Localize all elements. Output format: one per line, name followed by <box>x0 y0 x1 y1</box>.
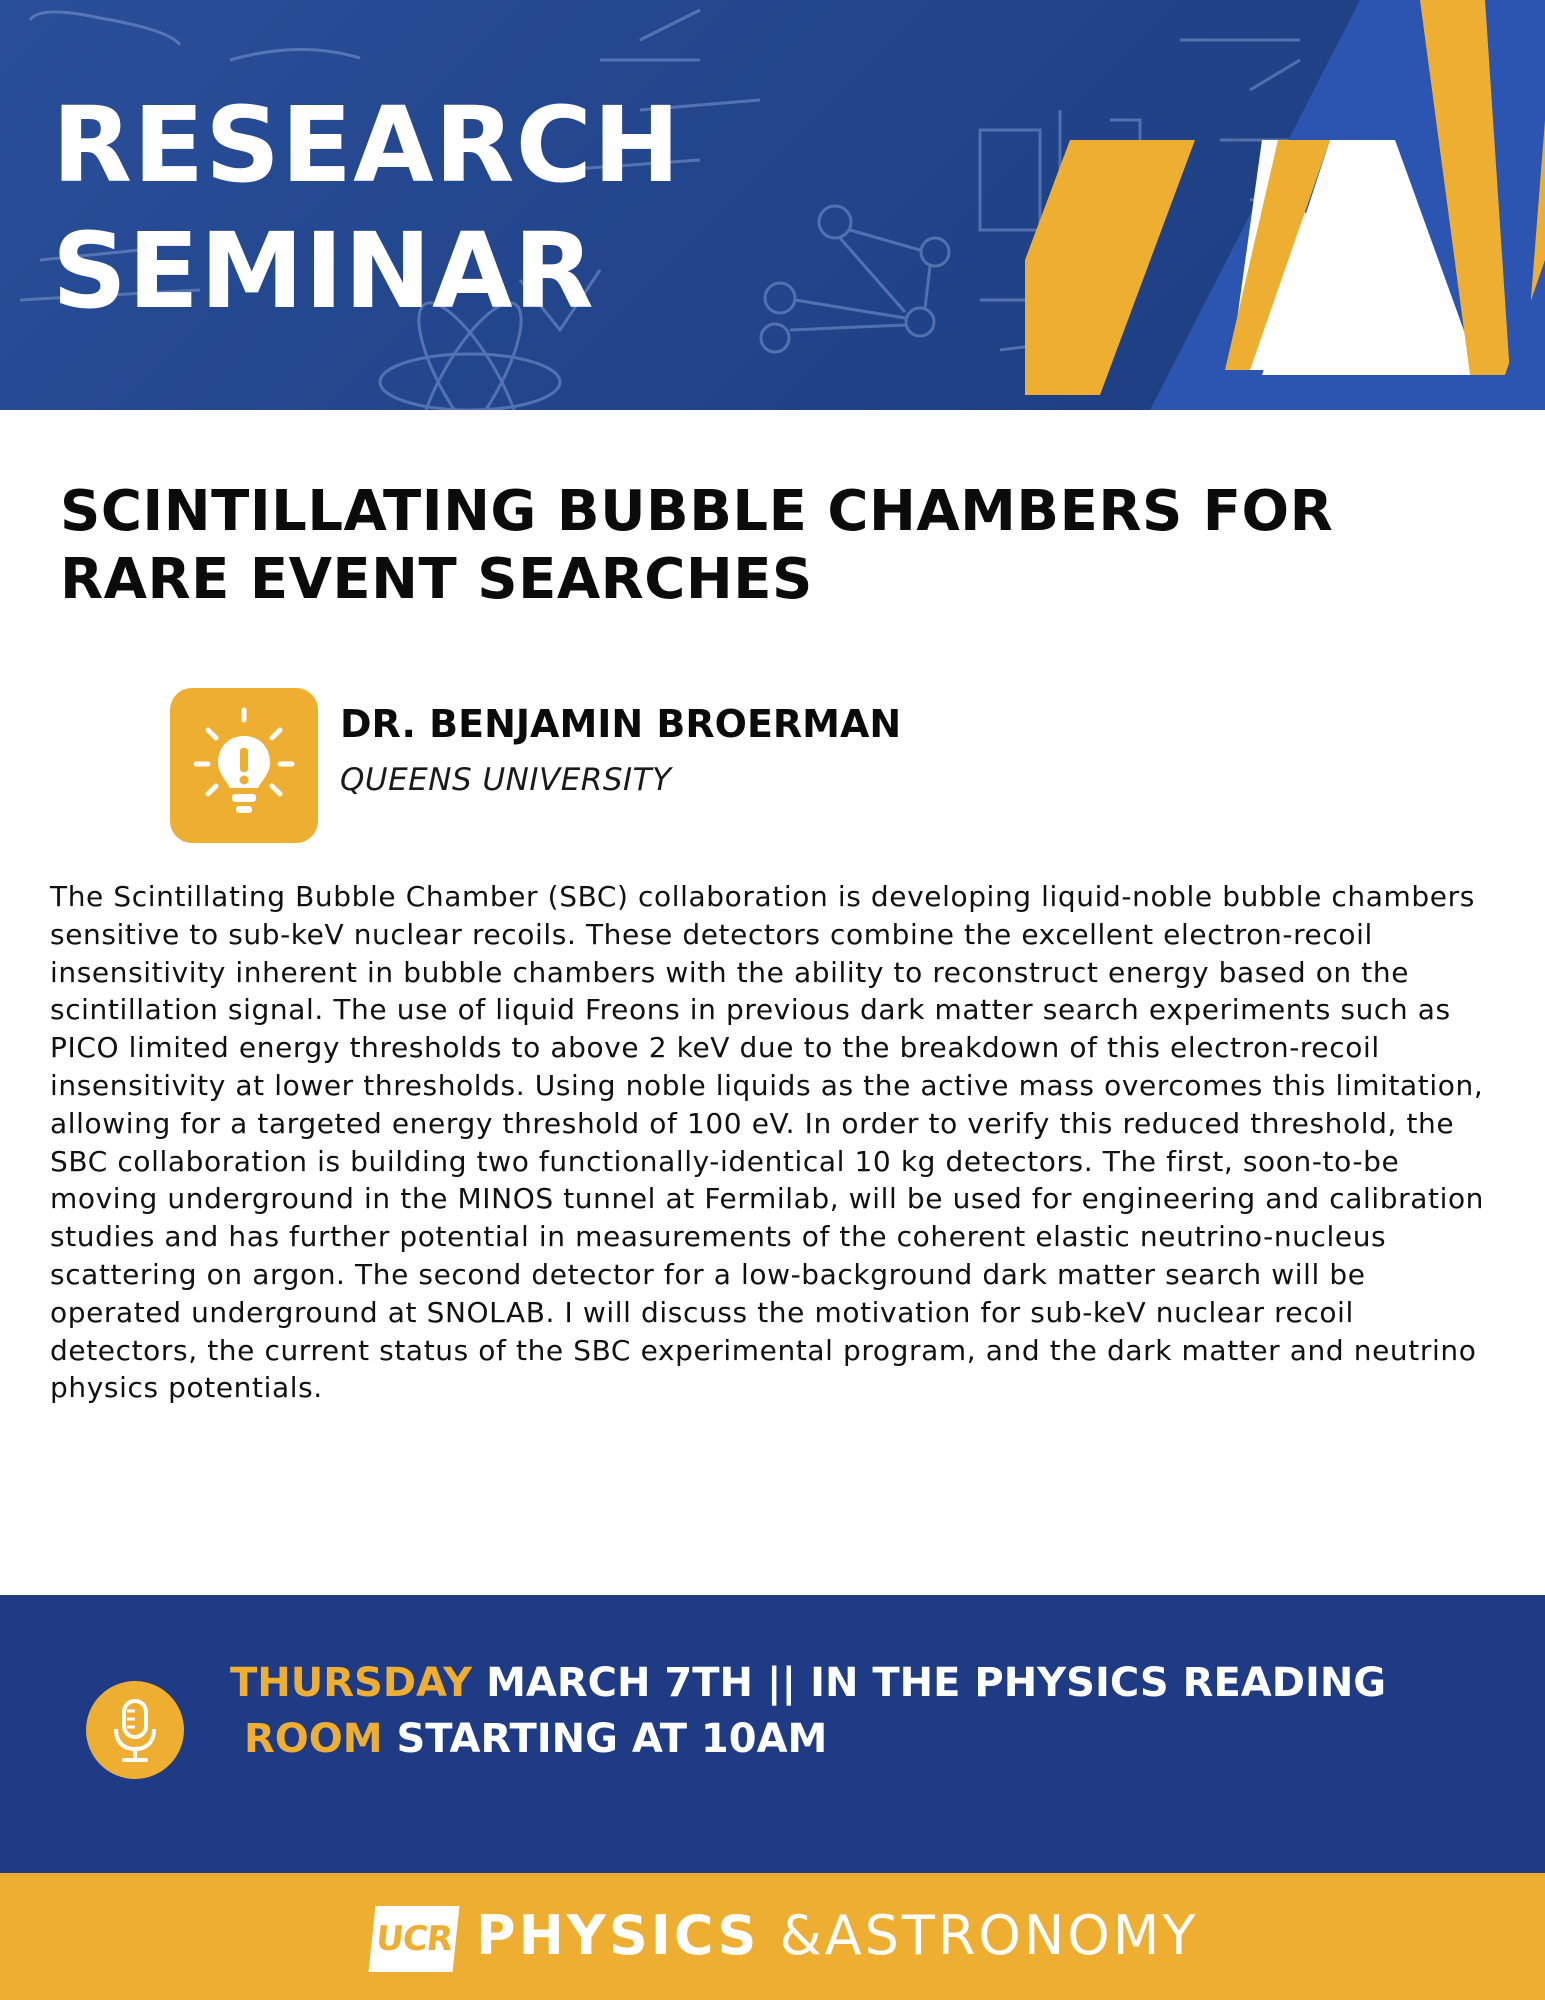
lightbulb-icon <box>170 688 318 843</box>
microphone-icon <box>86 1681 184 1779</box>
event-start-time: STARTING AT 10AM <box>396 1716 828 1762</box>
event-details <box>230 1655 1386 1767</box>
header-title-line-2: SEMINAR <box>52 210 595 332</box>
header-title-line-1: RESEARCH <box>52 84 682 206</box>
abstract-text: The Scintillating Bubble Chamber (SBC) collaboration is developing liquid-noble bubble chambers sensitive to sub-keV nuclear recoils. These detectors combine the excellent electron-recoil insensitivity inherent in bubble chambers with the ability to reconstruct energy based on the scintillation signal. The use of liquid Freons in previous dark matter search experiments such as PICO limited energy thresholds to above 2 keV due to the breakdown of this electron-recoil insensitivity at lower thresholds. Using noble liquids as the active mass overcomes this limitation, allowing for a targeted energy threshold of 100 eV. In order to verify this reduced threshold, the SBC collaboration is building two functionally-identical 10 kg detectors. The first, soon-to-be moving underground in the MINOS tunnel at Fermilab, will be used for engineering and calibration studies and has further potential in measurements of the coherent elastic neutrino-nucleus scattering on argon. The second detector for a low-background dark matter search will be operated underground at SNOLAB. I will discuss the motivation for sub-keV nuclear recoil detectors, the current status of the SBC experimental program, and the dark matter and neutrino physics potentials. <box>50 880 1485 1405</box>
ucr-logo-badge: UCR <box>369 1906 460 1972</box>
header-banner <box>0 0 1545 410</box>
department-name-astronomy: &ASTRONOMY <box>779 1904 1199 1967</box>
event-details-bar <box>0 1595 1545 1873</box>
event-line-2 <box>230 1711 1386 1767</box>
talk-title-line-1: SCINTILLATING BUBBLE CHAMBERS FOR <box>60 479 1334 544</box>
speaker-name: DR. BENJAMIN BROERMAN <box>340 702 902 746</box>
header-title <box>52 82 681 334</box>
talk-title-line-2: RARE EVENT SEARCHES <box>60 547 813 612</box>
department-name <box>476 1901 1198 1971</box>
event-date-location: MARCH 7TH || IN THE PHYSICS READING <box>486 1660 1387 1706</box>
footer-bar <box>0 1873 1545 2000</box>
event-line-1 <box>230 1655 1386 1711</box>
event-room-word: ROOM <box>243 1716 383 1762</box>
department-name-physics: PHYSICS <box>476 1904 760 1967</box>
speaker-affiliation: QUEENS UNIVERSITY <box>340 762 672 798</box>
triangle-logo-mark <box>1000 0 1545 410</box>
talk-title <box>60 478 1500 614</box>
event-day: THURSDAY <box>230 1660 473 1706</box>
